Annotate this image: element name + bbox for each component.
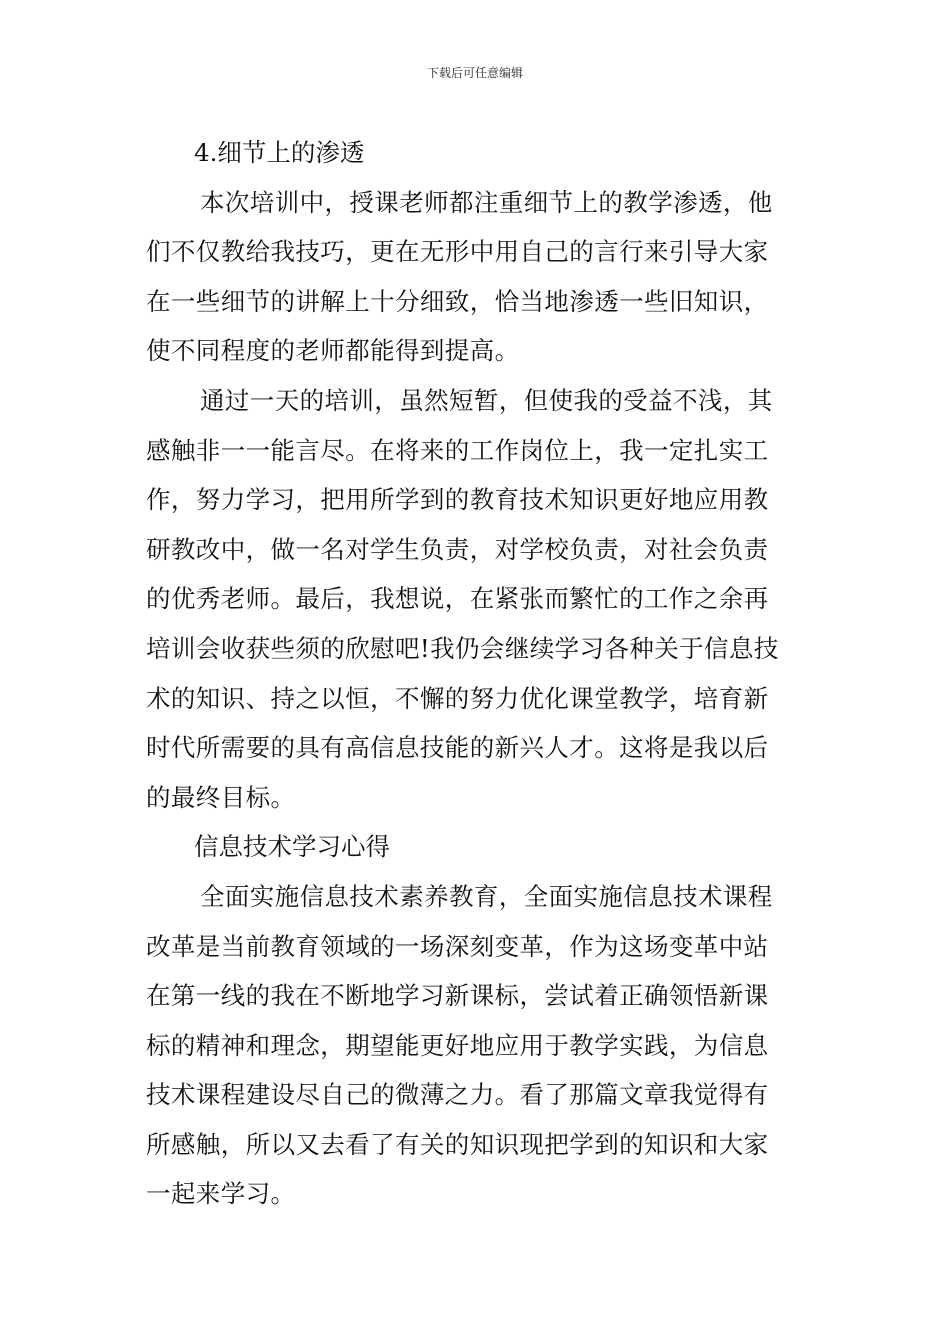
- paragraph-line: 感触非一一能言尽。在将来的工作岗位上，我一定扎实工: [146, 435, 769, 465]
- document-body: [146, 128, 810, 1219]
- paragraph-line: 使不同程度的老师都能得到提高。: [146, 336, 520, 366]
- paragraph-line: 研教改中，做一名对学生负责，对学校负责，对社会负责: [146, 534, 769, 564]
- page-header-note: 下载后可任意编辑: [426, 66, 523, 80]
- paragraph-line: 术的知识、持之以恒，不懈的努力优化课堂教学，培育新: [146, 683, 769, 713]
- paragraph-line: 所感触，所以又去看了有关的知识现把学到的知识和大家: [146, 1129, 769, 1159]
- paragraph-line: 技术课程建设尽自己的微薄之力。看了那篇文章我觉得有: [146, 1080, 769, 1110]
- paragraph-line: 们不仅教给我技巧，更在无形中用自己的言行来引导大家: [146, 237, 769, 267]
- paragraph-line: 在一些细节的讲解上十分细致，恰当地渗透一些旧知识，: [146, 286, 769, 316]
- paragraph-line: 时代所需要的具有高信息技能的新兴人才。这将是我以后: [146, 733, 769, 763]
- paragraph-line: 改革是当前教育领域的一场深刻变革，作为这场变革中站: [146, 931, 769, 961]
- section-heading: 4.细节上的渗透: [194, 138, 365, 167]
- paragraph-line: 作，努力学习，把用所学到的教育技术知识更好地应用教: [146, 485, 769, 515]
- paragraph-line: 培训会收获些须的欣慰吧!我仍会继续学习各种关于信息技: [146, 633, 779, 663]
- paragraph-line: 的优秀老师。最后，我想说，在紧张而繁忙的工作之余再: [146, 584, 769, 614]
- paragraph-line: 标的精神和理念，期望能更好地应用于教学实践，为信息: [146, 1030, 769, 1060]
- paragraph-line: 一起来学习。: [146, 1179, 296, 1209]
- paragraph-line: 在第一线的我在不断地学习新课标，尝试着正确领悟新课: [146, 981, 769, 1011]
- paragraph-line: 通过一天的培训，虽然短暂，但使我的受益不浅，其: [200, 385, 773, 415]
- paragraph-line: 本次培训中，授课老师都注重细节上的教学渗透，他: [200, 187, 773, 217]
- paragraph-line: 的最终目标。: [146, 782, 296, 812]
- paragraph-line: 全面实施信息技术素养教育，全面实施信息技术课程: [200, 881, 773, 911]
- section-heading: 信息技术学习心得: [194, 832, 390, 862]
